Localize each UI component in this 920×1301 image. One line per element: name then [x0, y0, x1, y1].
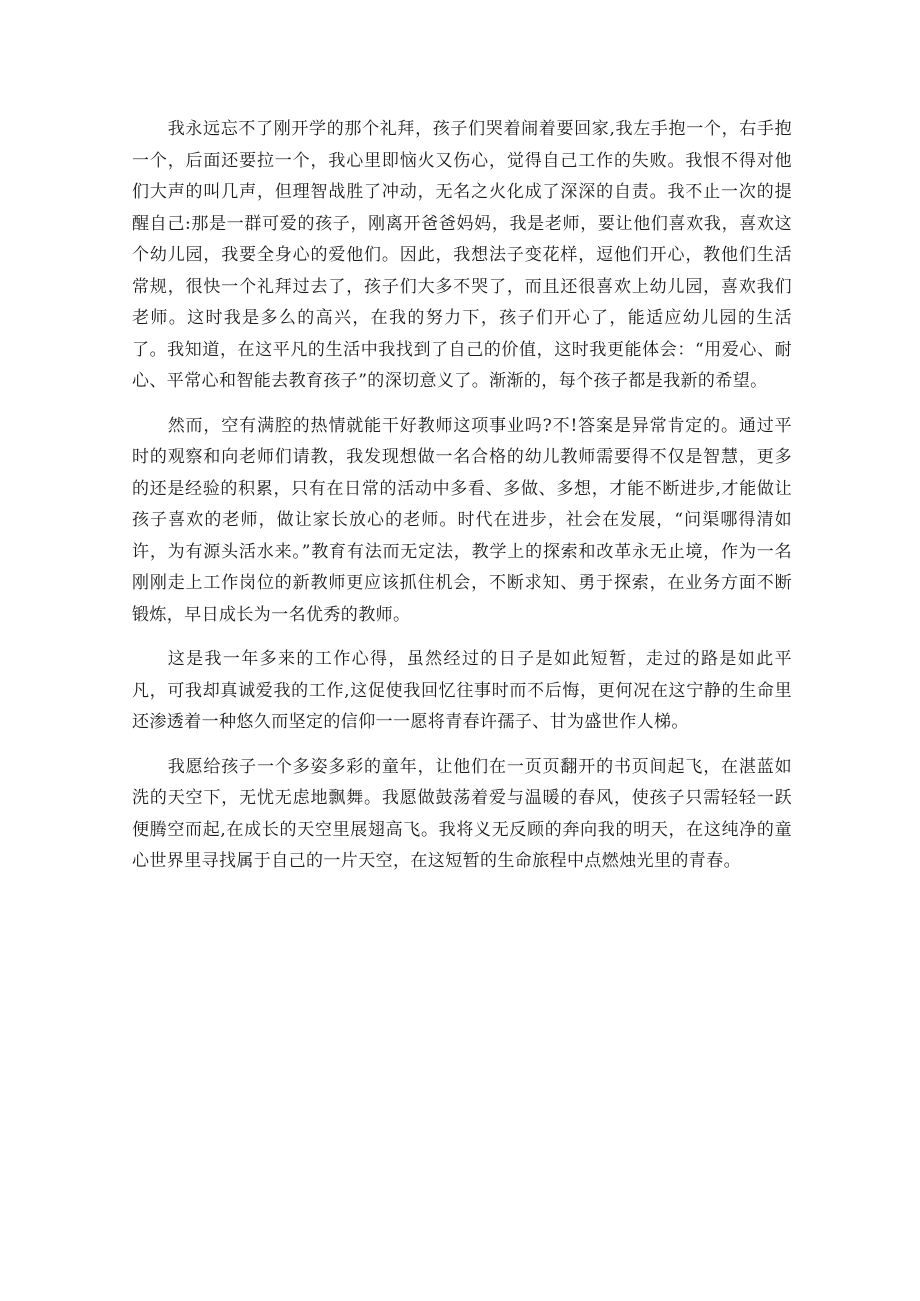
paragraph-1: 我永远忘不了刚开学的那个礼拜，孩子们哭着闹着要回家,我左手抱一个，右手抱一个，后面还要拉一个，我心里即恼火又伤心，觉得自己工作的失败。我恨不得对他们大声的叫几声，但理智战胜了冲动，无名之火化成了深深的自责。我不止一次的提醒自己:那是一群可爱的孩子，刚离开爸爸妈妈，我是老师，要让他们喜欢我，喜欢这个幼儿园，我要全身心的爱他们。因此，我想法子变花样，逗他们开心，教他们生活常规，很快一个礼拜过去了，孩子们大多不哭了，而且还很喜欢上幼儿园，喜欢我们老师。这时我是多么的高兴，在我的努力下，孩子们开心了，能适应幼儿园的生活了。我知道，在这平凡的生活中我找到了自己的价值，这时我更能体会：“用爱心、耐心、平常心和智能去教育孩子”的深切意义了。渐渐的，每个孩子都是我新的希望。 [132, 119, 792, 391]
document-body [132, 114, 792, 891]
paragraph-2: 然而，空有满腔的热情就能干好教师这项事业吗?不!答案是异常肯定的。通过平时的观察和向老师们请教，我发现想做一名合格的幼儿教师需要得不仅是智慧，更多的还是经验的积累，只有在日常的活动中多看、多做、多想，才能不断进步,才能做让孩子喜欢的老师，做让家长放心的老师。时代在进步，社会在发展，“问渠哪得清如许，为有源头活水来。”教育有法而无定法，教学上的探索和改革永无止境，作为一名刚刚走上工作岗位的新教师更应该抓住机会，不断求知、勇于探索，在业务方面不断锻炼，早日成长为一名优秀的教师。 [132, 415, 792, 625]
paragraph-3: 这是我一年多来的工作心得，虽然经过的日子是如此短暂，走过的路是如此平凡，可我却真诚爱我的工作,这促使我回忆往事时而不后悔，更何况在这宁静的生命里还渗透着一种悠久而坚定的信仰一一愿将青春许孺子、甘为盛世作人梯。 [132, 649, 792, 732]
paragraph-4: 我愿给孩子一个多姿多彩的童年，让他们在一页页翻开的书页间起飞，在湛蓝如洗的天空下，无忧无虑地飘舞。我愿做鼓荡着爱与温暖的春风，使孩子只需轻轻一跃便腾空而起,在成长的天空里展翅高飞。我将义无反顾的奔向我的明天，在这纯净的童心世界里寻找属于自己的一片天空，在这短暂的生命旅程中点燃烛光里的青春。 [132, 756, 792, 871]
